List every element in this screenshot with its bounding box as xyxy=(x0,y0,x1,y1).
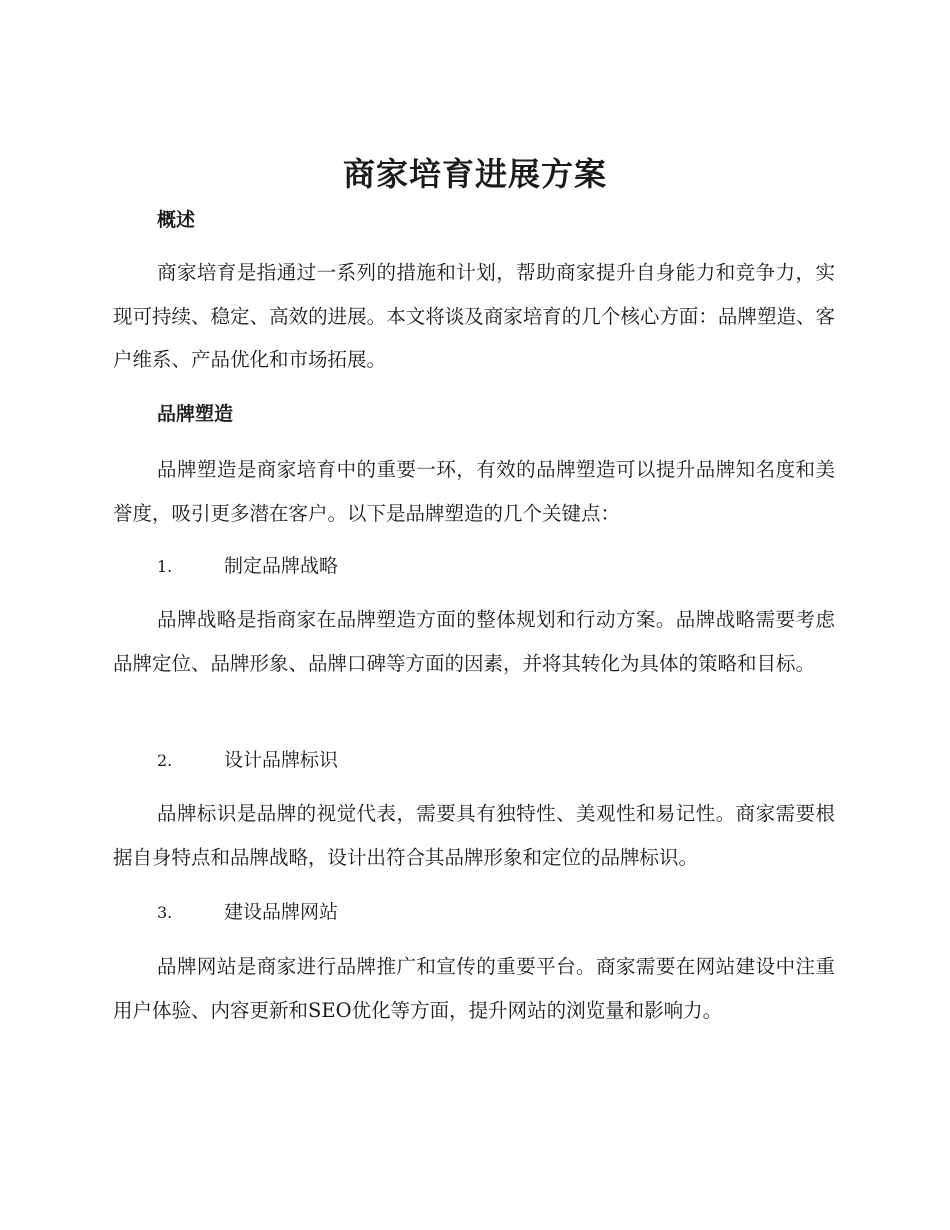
brand-strategy-paragraph: 品牌战略是指商家在品牌塑造方面的整体规划和行动方案。品牌战略需要考虑品牌定位、品牌形象、品牌口碑等方面的因素，并将其转化为具体的策略和目标。 xyxy=(113,608,835,675)
list-label: 设计品牌标识 xyxy=(224,749,339,771)
brand-logo-paragraph: 品牌标识是品牌的视觉代表，需要具有独特性、美观性和易记性。商家需要根据自身特点和品牌战略，设计出符合其品牌形象和定位的品牌标识。 xyxy=(113,802,835,869)
list-number: 3. xyxy=(157,903,173,922)
list-label: 制定品牌战略 xyxy=(224,555,339,577)
overview-paragraph: 商家培育是指通过一系列的措施和计划，帮助商家提升自身能力和竞争力，实现可持续、稳定、高效的进展。本文将谈及商家培育的几个核心方面：品牌塑造、客户维系、产品优化和市场拓展。 xyxy=(113,261,835,371)
list-item-brand-website xyxy=(157,898,338,927)
section-heading-overview: 概述 xyxy=(157,209,196,231)
list-number: 2. xyxy=(157,751,173,770)
list-label: 建设品牌网站 xyxy=(224,901,339,923)
list-item-brand-logo xyxy=(157,746,338,775)
brand-website-paragraph: 品牌网站是商家进行品牌推广和宣传的重要平台。商家需要在网站建设中注重用户体验、内容更新和SEO优化等方面，提升网站的浏览量和影响力。 xyxy=(113,955,835,1022)
list-number: 1. xyxy=(157,557,173,576)
document-title: 商家培育进展方案 xyxy=(342,155,607,193)
section-heading-brand-building: 品牌塑造 xyxy=(157,403,234,425)
list-item-brand-strategy xyxy=(157,552,338,581)
brand-building-paragraph: 品牌塑造是商家培育中的重要一环，有效的品牌塑造可以提升品牌知名度和美誉度，吸引更多潜在客户。以下是品牌塑造的几个关键点： xyxy=(113,458,835,525)
